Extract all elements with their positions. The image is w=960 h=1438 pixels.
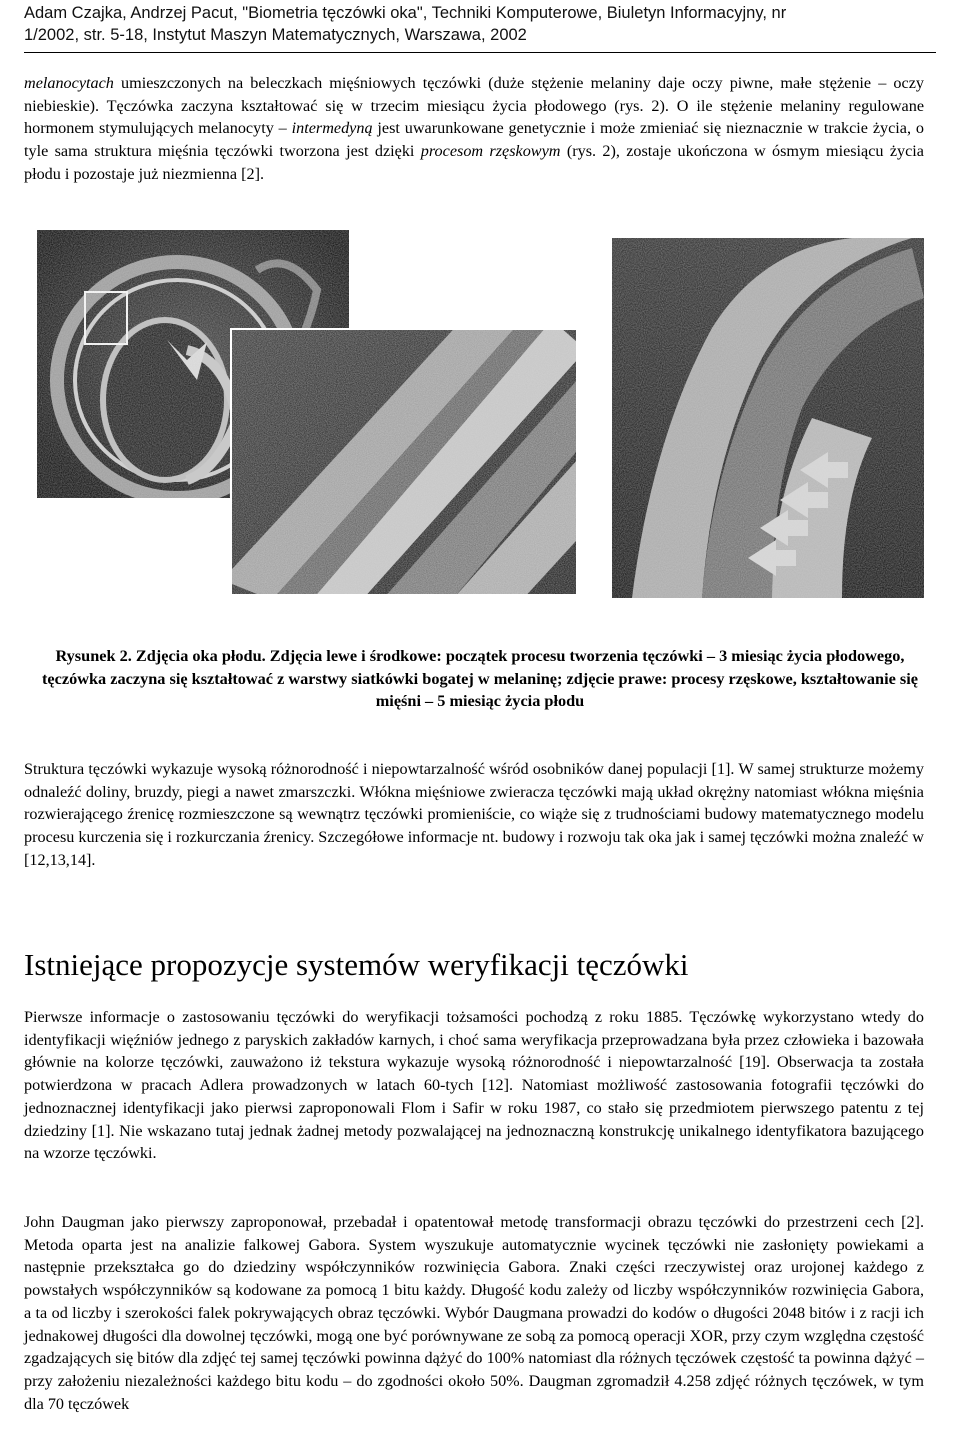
iris-structure-paragraph: Struktura tęczówki wykazuje wysoką różnorodność i niepowtarzalność wśród osobników danej populacji [1]. W samej strukturze możemy odnaleźć doliny, bruzdy, piegi a nawet zmarszczki. Włókna mięśniowe zwieracza tęczówki mają układ okrężny natomiast włókna mięśnia rozwierającego źrenicę rozmieszczone są wewnątrz tęczówki promieniście, co wiąże się z trudnościami budowy matematycznego modelu procesu kurczenia się i rozkurczania źrenicy. Szczegółowe informacje nt. budowy i rozwoju tak oka jak i samej tęczówki można znaleźć w [12,13,14]. <box>24 760 924 869</box>
citation-line-2: 1/2002, str. 5-18, Instytut Maszyn Matematycznych, Warszawa, 2002 <box>24 26 527 44</box>
term-melanocytach: melanocytach <box>24 74 114 92</box>
term-procesy-rzeskowe: procesom rzęskowym <box>420 142 561 161</box>
text-segment: umieszczonych na beleczkach mięśniowych tęczówki (duże stężenie melaniny daje oczy piwne, małe stężenie – oczy niebieskie). Tęczówka zaczyna kształtować się w trzecim miesiącu życia płodowego (rys. 2). O ile stężenie melaniny regulowane hormonem stymulujących melanocyty – <box>24 74 924 138</box>
daugman-paragraph: John Daugman jako pierwszy zaproponował, przebadał i opatentował metodę transformacji obrazu tęczówki do przestrzeni cech [2]. Metoda oparta jest na analizie falkowej Gabora. System wyszukuje automatycznie wycinek tęczówki nie zasłonięty powiekami a następnie przekształca go do dziedziny współczynników rozwinięcia Gabora. Znaki części rzeczywistej oraz urojonej każdego z powstałych współczynników są kodowane za pomocą 1 bitu każdy. Długość kodu zależy od liczby współczynników rozwinięcia Gabora, a ta od liczby i szerokości falek pokrywających obraz tęczówki. Wybór Daugmana prowadzi do kodów o długości 2048 bitów i z racji ich jednakowej długości dla dowolnej tęczówki, mogą one być porównywane ze sobą za pomocą operacji XOR, przy czym względna częstość zgadzających się bitów dla zdjęć tej samej tęczówki powinna dążyć do 100% natomiast dla różnych tęczówek częstość ta powinna dążyć – przy założeniu niezależności każdego bitu kodu – do zgodności około 50%. Daugman zgromadził 4.258 zdjęć różnych tęczówek, w tym dla 70 tęczówek <box>24 1213 924 1413</box>
intro-paragraph <box>24 72 924 186</box>
header-divider <box>24 52 936 53</box>
fetal-eye-photo-right <box>612 238 924 598</box>
citation-line-1: Adam Czajka, Andrzej Pacut, "Biometria tęczówki oka", Techniki Komputerowe, Biuletyn Informacyjny, nr <box>24 4 787 22</box>
citation-header <box>24 2 929 46</box>
text-segment: (rys. 2), zostaje ukończona w ósmym miesiącu życia płodu i pozostaje już niezmienna [2]. <box>24 142 924 183</box>
history-paragraph: Pierwsze informacje o zastosowaniu tęczówki do weryfikacji tożsamości pochodzą z roku 1885. Tęczówkę wykorzystano wtedy do identyfikacji więźniów jednego z paryskich zakładów karnych, i choć sama weryfikacja przeprowadzana była przez człowieka i bazowała głównie na kolorze tęczówki, zauważono iż tekstura wykazuje wysoką różnorodność i niepowtarzalność [19]. Obserwacja ta została potwierdzona w pracach Adlera prowadzonych w latach 60-tych [12]. Natomiast możliwość zastosowania fotografii tęczówki do jednoznacznej identyfikacji jako pierwsi zaproponowali Flom i Safir w roku 1987, co stało się przedmiotem pierwszego patentu z tej dziedziny [1]. Nie wskazano tutaj jednak żadnej metody pozwalającej na jednoznaczną konstrukcję unikalnego identyfikatora bazującego na wzorze tęczówki. <box>24 1008 924 1163</box>
fetal-eye-photo-middle <box>230 328 578 596</box>
term-intermedyna: intermedyną <box>291 119 373 138</box>
section-title: Istniejące propozycje systemów weryfikacji tęczówki <box>24 947 689 982</box>
figure-caption: Rysunek 2. Zdjęcia oka płodu. Zdjęcia lewe i środkowe: początek procesu tworzenia tęczówki – 3 miesiąc życia płodowego, tęczówka zaczyna się kształtować z warstwy siatkówki bogatej w melaninę; zdjęcie prawe: procesy rzęskowe, kształtowanie się mięśni – 5 miesiąc życia płodu <box>42 646 918 710</box>
text-segment: jest uwarunkowane genetycznie i może zmieniać się nieznacznie w trakcie życia, o tyle sama struktura mięśnia tęczówki tworzona jest dzięki <box>24 119 924 161</box>
